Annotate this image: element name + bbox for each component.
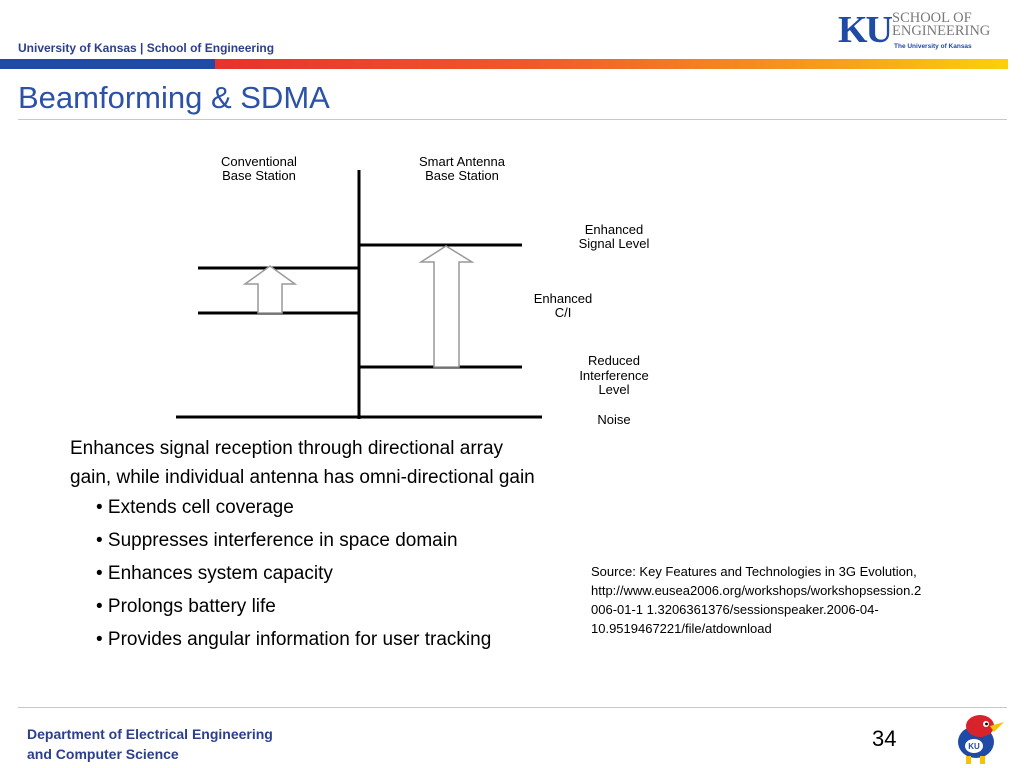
footer-divider <box>18 707 1007 708</box>
source-citation <box>591 562 996 638</box>
label-enhanced-signal-2: Signal Level <box>578 236 650 251</box>
source-line-3: 006-01-1 1.3206361376/sessionspeaker.2006-04- <box>591 602 879 617</box>
smart-arrow-icon <box>421 246 472 367</box>
label-conventional-1: Conventional <box>221 154 297 169</box>
bullet-list <box>96 491 491 656</box>
source-line-2: http://www.eusea2006.org/workshops/workshopsession.2 <box>591 583 922 598</box>
footer-dept-line-2: and Computer Science <box>27 746 179 762</box>
conventional-arrow-icon <box>245 266 295 313</box>
label-reduced-2: Interference <box>579 368 649 383</box>
label-conventional-2: Base Station <box>222 168 296 183</box>
label-smart-1: Smart Antenna <box>419 154 505 169</box>
slide-title: Beamforming & SDMA <box>18 80 330 115</box>
header-institution: University of Kansas | School of Engineering <box>18 41 275 55</box>
svg-text:KU: KU <box>968 742 980 751</box>
bullet-item: • Provides angular information for user tracking <box>96 629 492 650</box>
intro-line-2: gain, while individual antenna has omni-directional gain <box>70 467 535 488</box>
logo-university: The University of Kansas <box>894 43 972 50</box>
logo-school-line1: SCHOOL OF <box>892 10 972 26</box>
label-reduced-3: Level <box>598 382 630 397</box>
bullet-item: • Suppresses interference in space domain <box>96 530 458 551</box>
intro-line-1: Enhances signal reception through directional array <box>70 438 504 459</box>
label-noise: Noise <box>597 412 631 427</box>
label-enhanced-ci-2: C/I <box>554 305 572 320</box>
footer-dept-line-1: Department of Electrical Engineering <box>27 726 273 742</box>
label-smart-2: Base Station <box>425 168 499 183</box>
logo-school-line2: ENGINEERING <box>892 23 991 39</box>
footer-department <box>27 724 273 764</box>
source-line-4: 10.9519467221/file/atdownload <box>591 621 772 636</box>
bullet-item: • Enhances system capacity <box>96 563 333 584</box>
logo-ku: KU <box>838 9 891 51</box>
page-number: 34 <box>872 726 897 751</box>
intro-paragraph <box>70 434 535 492</box>
label-enhanced-ci-1: Enhanced <box>533 291 593 306</box>
label-reduced-1: Reduced <box>587 353 641 368</box>
source-line-1: Source: Key Features and Technologies in 3G Evolution, <box>591 564 917 579</box>
jayhawk-mascot-icon <box>950 712 1010 764</box>
bullet-item: • Prolongs battery life <box>96 596 276 617</box>
bullet-item: • Extends cell coverage <box>96 497 294 518</box>
label-enhanced-signal-1: Enhanced <box>584 222 644 237</box>
